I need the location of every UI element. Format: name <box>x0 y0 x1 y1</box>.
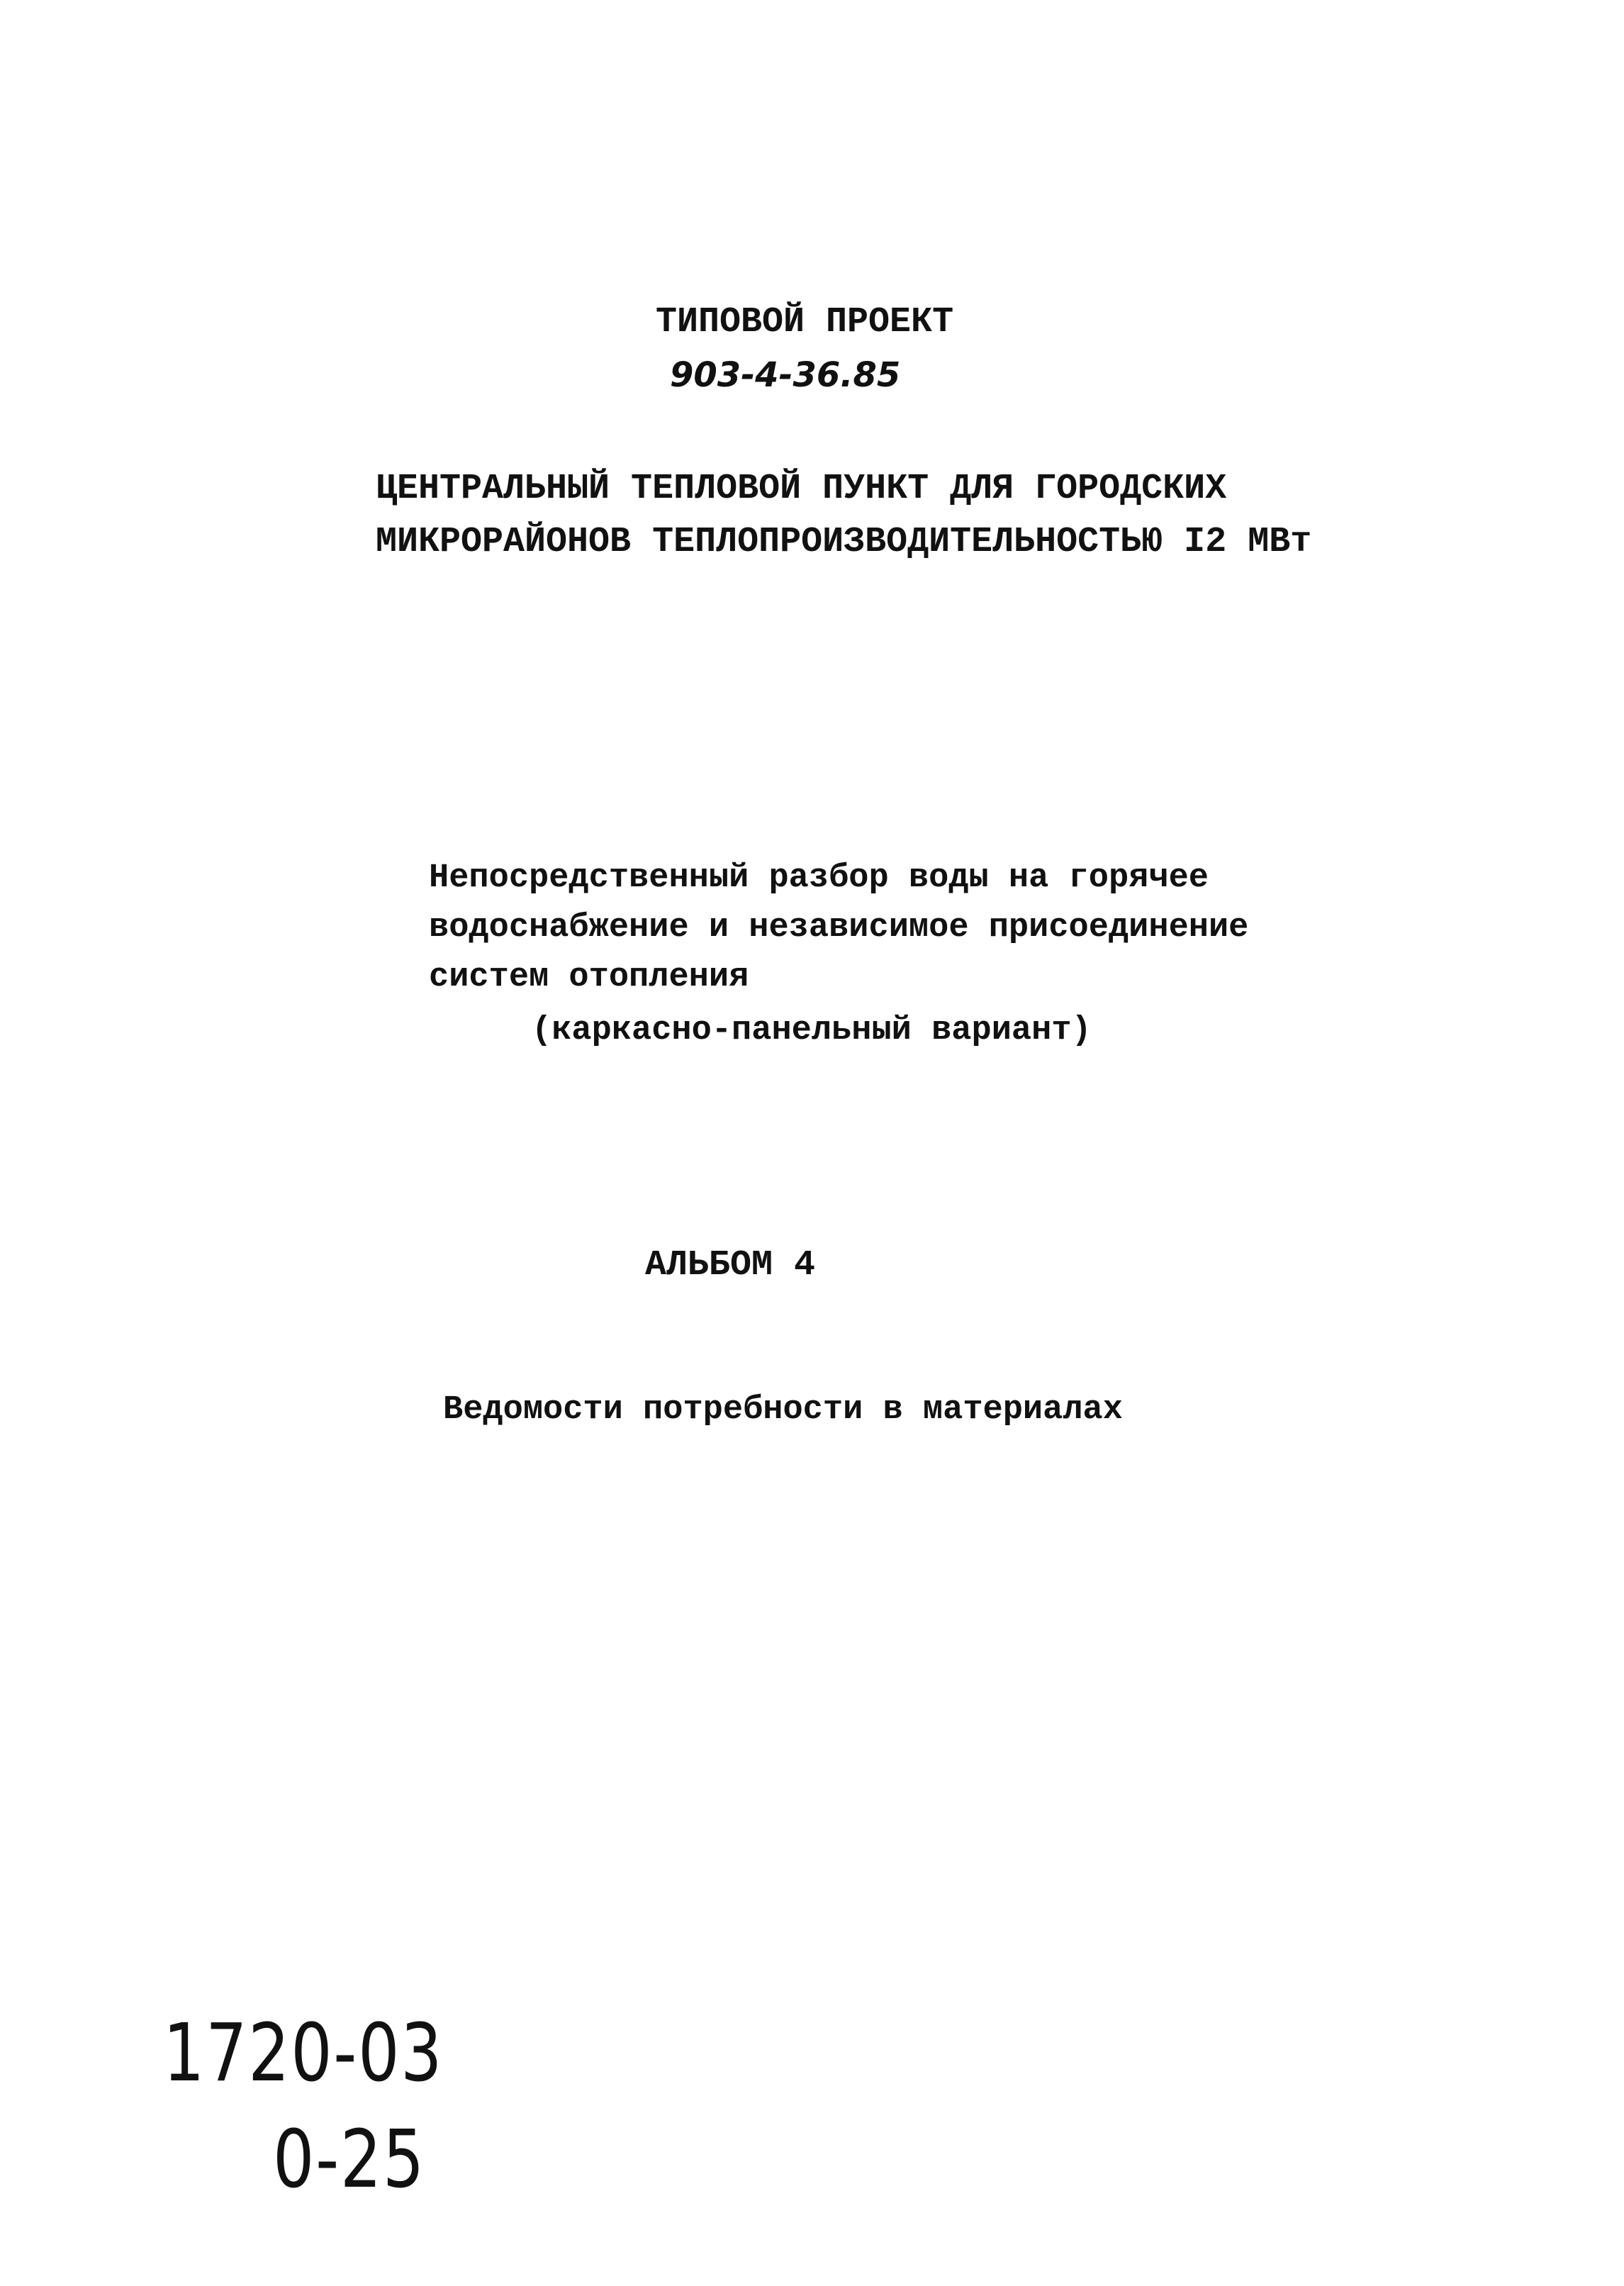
title-line-1: ЦЕНТРАЛЬНЫЙ ТЕПЛОВОЙ ПУНКТ ДЛЯ ГОРОДСКИХ <box>376 469 1227 509</box>
description-line-1: Непосредственный разбор воды на горячее <box>429 859 1209 897</box>
description-line-4: (каркасно-панельный вариант) <box>532 1012 1092 1049</box>
stamp-number-line-1: 1720-03 <box>163 2007 444 2100</box>
description-line-2: водоснабжение и независимое присоединение <box>429 909 1249 947</box>
stamp-number-line-2: 0-25 <box>273 2114 425 2206</box>
description-line-3: систем отопления <box>429 959 749 996</box>
subject-label: Ведомости потребности в материалах <box>443 1391 1123 1429</box>
header-label: ТИПОВОЙ ПРОЕКТ <box>656 302 954 342</box>
title-line-2: МИКРОРАЙОНОВ ТЕПЛОПРОИЗВОДИТЕЛЬНОСТЬЮ I2 МВт <box>376 522 1312 562</box>
project-number: 903-4-36.85 <box>670 355 901 395</box>
album-label: АЛЬБОМ 4 <box>645 1245 816 1286</box>
